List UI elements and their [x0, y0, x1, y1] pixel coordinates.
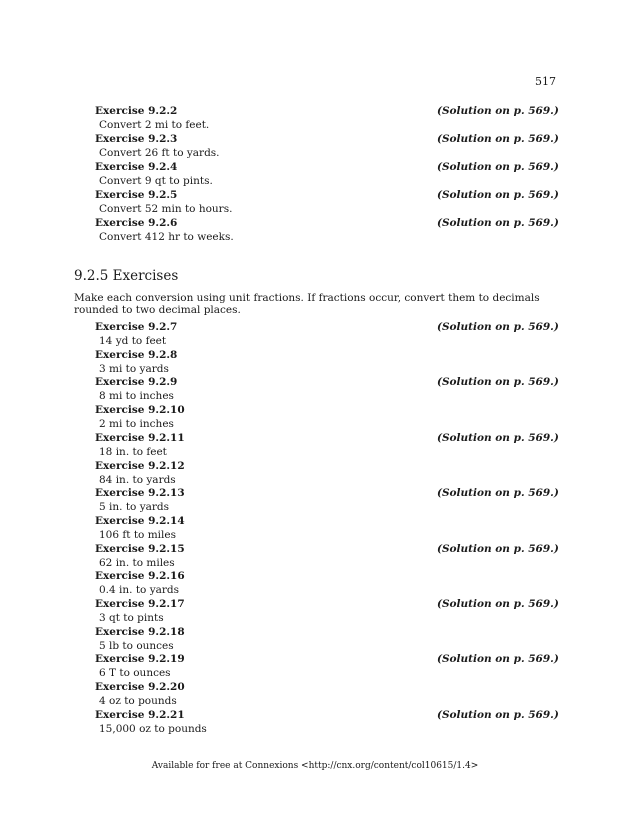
- solution-link[interactable]: (Solution on p. 569.): [437, 217, 559, 229]
- exercise-item: [95, 653, 559, 679]
- exercise-body: Convert 412 hr to weeks.: [99, 231, 234, 243]
- exercise-item: [95, 543, 559, 569]
- solution-link[interactable]: (Solution on p. 569.): [437, 189, 559, 201]
- exercise-title: Exercise 9.2.17: [95, 598, 185, 610]
- solution-link[interactable]: (Solution on p. 569.): [437, 105, 559, 117]
- exercise-title: Exercise 9.2.9: [95, 376, 178, 388]
- exercise-item: [95, 709, 559, 735]
- exercise-item: [95, 460, 535, 486]
- exercise-title: Exercise 9.2.4: [95, 161, 178, 173]
- exercise-item: [95, 626, 535, 652]
- exercise-item: [95, 487, 559, 513]
- exercise-body: 5 lb to ounces: [99, 640, 174, 652]
- exercise-body: Convert 9 qt to pints.: [99, 175, 213, 187]
- exercise-body: Convert 52 min to hours.: [99, 203, 233, 215]
- exercise-body: 4 oz to pounds: [99, 695, 177, 707]
- exercise-title: Exercise 9.2.10: [95, 404, 185, 416]
- exercise-item: [95, 376, 559, 402]
- exercise-body: 14 yd to feet: [99, 335, 167, 347]
- exercise-title: Exercise 9.2.21: [95, 709, 185, 721]
- exercise-body: 6 T to ounces: [99, 667, 171, 679]
- exercise-item: [95, 161, 559, 187]
- exercise-title: Exercise 9.2.6: [95, 217, 178, 229]
- exercise-item: [95, 349, 535, 375]
- exercise-item: [95, 189, 559, 215]
- exercise-item: [95, 515, 535, 541]
- exercise-body: Convert 2 mi to feet.: [99, 119, 210, 131]
- solution-link[interactable]: (Solution on p. 569.): [437, 653, 559, 665]
- exercise-title: Exercise 9.2.20: [95, 681, 185, 693]
- exercise-body: 3 qt to pints: [99, 612, 164, 624]
- exercise-item: [95, 133, 559, 159]
- footer: Available for free at Connexions <http://cnx.org/content/col10615/1.4>: [151, 761, 479, 771]
- exercise-title: Exercise 9.2.14: [95, 515, 185, 527]
- exercise-item: [95, 570, 535, 596]
- exercise-item: [95, 432, 559, 458]
- exercise-title: Exercise 9.2.5: [95, 189, 178, 201]
- exercise-body: 3 mi to yards: [99, 363, 169, 375]
- exercise-title: Exercise 9.2.18: [95, 626, 185, 638]
- exercise-body: 8 mi to inches: [99, 390, 174, 402]
- exercise-body: 62 in. to miles: [99, 557, 175, 569]
- exercise-body: 2 mi to inches: [99, 418, 174, 430]
- exercise-title: Exercise 9.2.13: [95, 487, 185, 499]
- exercise-body: Convert 26 ft to yards.: [99, 147, 220, 159]
- solution-link[interactable]: (Solution on p. 569.): [437, 133, 559, 145]
- exercise-body: 15,000 oz to pounds: [99, 723, 207, 735]
- exercise-body: 106 ft to miles: [99, 529, 176, 541]
- solution-link[interactable]: (Solution on p. 569.): [437, 432, 559, 444]
- solution-link[interactable]: (Solution on p. 569.): [437, 376, 559, 388]
- exercise-title: Exercise 9.2.3: [95, 133, 178, 145]
- solution-link[interactable]: (Solution on p. 569.): [437, 161, 559, 173]
- solution-link[interactable]: (Solution on p. 569.): [437, 543, 559, 555]
- exercise-body: 5 in. to yards: [99, 501, 170, 513]
- exercise-item: [95, 321, 559, 347]
- exercise-title: Exercise 9.2.15: [95, 543, 185, 555]
- solution-link[interactable]: (Solution on p. 569.): [437, 598, 559, 610]
- exercise-item: [95, 681, 535, 707]
- solution-link[interactable]: (Solution on p. 569.): [437, 321, 559, 333]
- exercise-item: [95, 598, 559, 624]
- exercise-item: [95, 105, 559, 131]
- exercise-title: Exercise 9.2.19: [95, 653, 185, 665]
- exercise-body: 84 in. to yards: [99, 474, 176, 486]
- exercise-title: Exercise 9.2.8: [95, 349, 178, 361]
- exercise-title: Exercise 9.2.11: [95, 432, 185, 444]
- exercise-title: Exercise 9.2.7: [95, 321, 178, 333]
- exercise-item: [95, 404, 535, 430]
- section-title: 9.2.5 Exercises: [74, 268, 179, 284]
- solution-link[interactable]: (Solution on p. 569.): [437, 487, 559, 499]
- exercise-title: Exercise 9.2.12: [95, 460, 185, 472]
- exercise-title: Exercise 9.2.2: [95, 105, 178, 117]
- exercise-body: 18 in. to feet: [99, 446, 167, 458]
- exercise-title: Exercise 9.2.16: [95, 570, 185, 582]
- solution-link[interactable]: (Solution on p. 569.): [437, 709, 559, 721]
- exercise-body: 0.4 in. to yards: [99, 584, 180, 596]
- page-number: 517: [535, 75, 556, 88]
- exercise-item: [95, 217, 559, 243]
- section-intro: Make each conversion using unit fractions. If fractions occur, convert them to decimals rounded to two decimal places.: [74, 292, 540, 316]
